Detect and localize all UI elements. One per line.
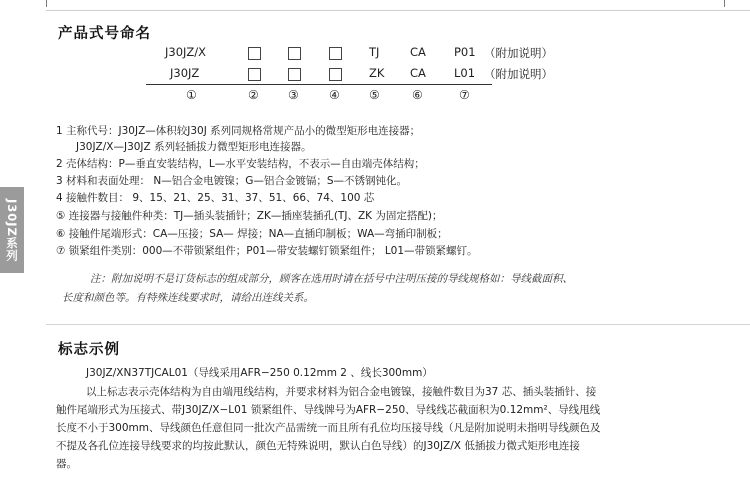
spec-item-4: 4 接触件数目： 9、15、21、25、31、37、51、66、74、100 芯 <box>56 192 375 204</box>
code-underline <box>146 84 492 85</box>
marker-4: ④ <box>329 88 340 102</box>
placeholder-box <box>288 68 301 81</box>
code-row-2 <box>0 66 750 82</box>
code-l01: L01 <box>454 66 476 80</box>
spec-item-3: 3 材料和表面处理： N—铝合金电镀镍；G—铝合金镀镉；S—不锈钢钝化。 <box>56 175 408 187</box>
marker-6: ⑥ <box>412 88 423 102</box>
code-tj: TJ <box>369 45 380 59</box>
code-ca: CA <box>410 66 426 80</box>
spec-item-1b: J30JZ/X—J30JZ 系列轻插拔力微型矩形电连接器。 <box>76 141 312 153</box>
section-title-naming: 产品式号命名 <box>58 26 151 42</box>
code-prefix: J30JZ/X <box>165 45 207 59</box>
note-line-1: 注：附加说明不是订货标志的组成部分，顾客在选用时请在括号中注明压接的导线规格如：导线截面积、 <box>90 273 573 285</box>
top-rule <box>46 10 750 11</box>
section-title-example: 标志示例 <box>58 342 120 358</box>
example-para-line-1: 以上标志表示壳体结构为自由端甩线结构，并要求材料为铝合金电镀镍，接触件数目为37 芯、插头装插针、接 <box>86 386 597 398</box>
code-suffix: （附加说明） <box>484 46 553 60</box>
code-suffix: （附加说明） <box>484 67 553 81</box>
crop-mark-left <box>46 0 47 7</box>
section-divider <box>46 324 750 325</box>
spec-item-6: ⑥ 接触件尾端形式：CA—压接；SA— 焊接；NA—直插印制板；WA—弯插印制板； <box>56 228 448 240</box>
spec-item-7: ⑦ 锁紧组件类别：000—不带锁紧组件；P01—带安装螺钉锁紧组件； L01—带锁紧螺钉。 <box>56 245 478 257</box>
placeholder-box <box>248 47 261 60</box>
example-para-line-2: 触件尾端形式为压接式、带J30JZ/X−L01 锁紧组件、导线牌号为AFR−250、导线线芯截面积为0.12mm²、导线甩线 <box>56 404 601 416</box>
code-prefix: J30JZ <box>170 66 200 80</box>
marker-2: ② <box>248 88 259 102</box>
marker-7: ⑦ <box>459 88 470 102</box>
marker-1: ① <box>186 88 197 102</box>
crop-mark-right <box>724 0 725 7</box>
spec-item-2: 2 壳体结构：P—垂直安装结构，L—水平安装结构，不表示—自由端壳体结构； <box>56 158 425 170</box>
example-para-line-3: 长度不小于300mm、导线颜色任意但同一批次产品需统一而且所有孔位均压接导线（凡是附加说明未指明导线颜色及 <box>56 422 601 434</box>
spec-item-1: 1 主称代号：J30JZ—体积较J30J 系列同规格常规产品小的微型矩形电连接器； <box>56 125 421 137</box>
placeholder-box <box>329 47 342 60</box>
code-row-1 <box>0 45 750 61</box>
note-line-2: 长度和颜色等。有特殊连线要求时，请给出连线关系。 <box>62 292 314 304</box>
placeholder-box <box>329 68 342 81</box>
placeholder-box <box>248 68 261 81</box>
code-ca: CA <box>410 45 426 59</box>
series-side-tab: J30JZ系列 <box>0 187 24 273</box>
marker-5: ⑤ <box>369 88 380 102</box>
example-para-line-5: 器。 <box>56 458 77 470</box>
placeholder-box <box>288 47 301 60</box>
code-p01: P01 <box>454 45 476 59</box>
marker-3: ③ <box>288 88 299 102</box>
example-code: J30JZ/XN37TJCAL01（导线采用AFR−250 0.12mm 2 、线长300mm） <box>86 367 433 379</box>
spec-item-5: ⑤ 连接器与接触件种类：TJ—插头装插针；ZK—插座装插孔(TJ、ZK 为固定搭配)； <box>56 210 443 222</box>
example-para-line-4: 不提及各孔位连接导线要求的均按此默认，颜色无特殊说明，默认白色导线）的J30JZ/X 低插拔力微式矩形电连接 <box>56 440 580 452</box>
code-zk: ZK <box>369 66 385 80</box>
